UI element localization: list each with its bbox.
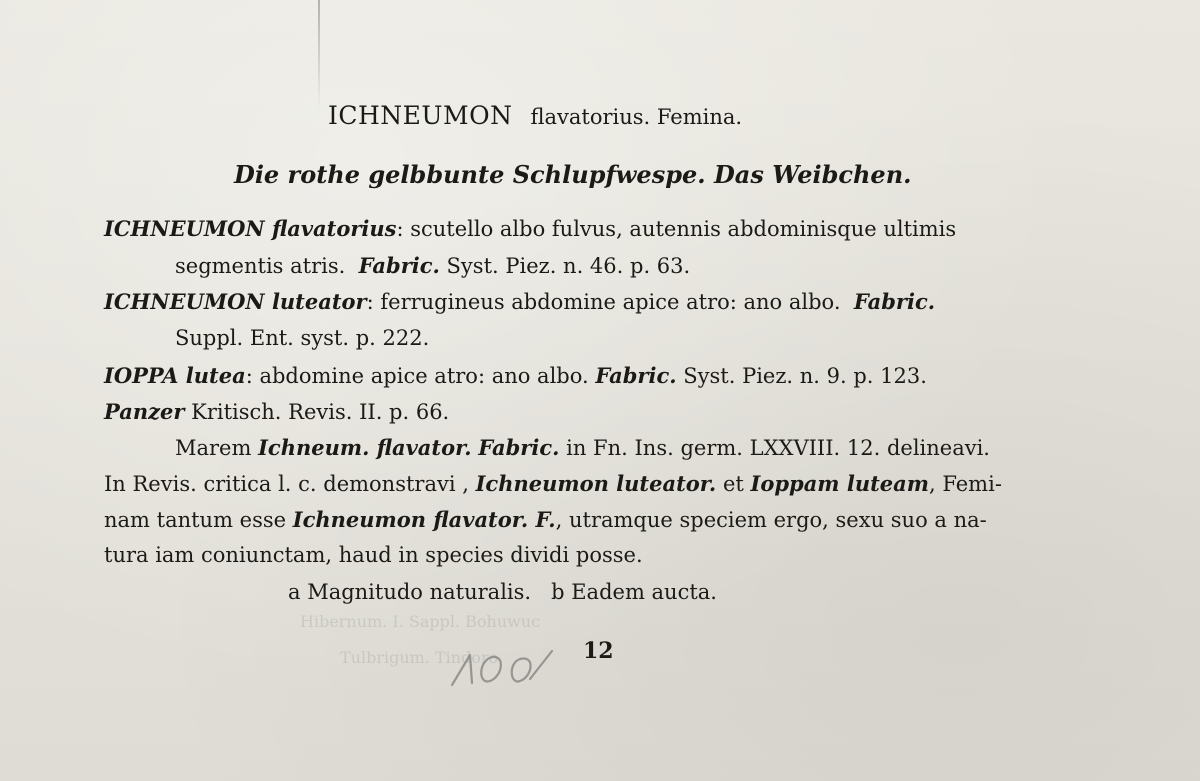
paragraph-text: nam tantum esse: [104, 508, 287, 532]
figure-caption: a Magnitudo naturalis. b Eadem aucta.: [288, 580, 717, 604]
title-genus: ICHNEUMON: [328, 101, 513, 130]
paragraph-line-1: [175, 437, 990, 459]
reference-author: Fabric.: [853, 289, 936, 314]
pencil-annotation: [448, 645, 558, 695]
synonym-entry-2-continued: Suppl. Ent. syst. p. 222.: [175, 326, 430, 350]
synonym-entry-1: [104, 218, 956, 240]
paragraph-line-4: tura iam coniunctam, haud in species dividi posse.: [104, 543, 643, 567]
paragraph-text: in Fn. Ins. germ. LXXVIII. 12. delineavi.: [566, 436, 990, 460]
paragraph-species-name: Ichneum. flavator.: [258, 435, 472, 460]
synonym-name: IOPPA lutea: [104, 363, 246, 388]
paragraph-text: et: [722, 472, 744, 496]
synonym-text: : scutello albo fulvus, autennis abdominisque ultimis: [396, 217, 957, 241]
paragraph-line-3: [104, 509, 987, 531]
synonym-name: ICHNEUMON luteator: [104, 289, 367, 314]
synonym-entry-3: [104, 365, 927, 387]
synonym-text: : abdomine apice atro: ano albo.: [245, 364, 589, 388]
reference-author: Fabric.: [358, 253, 440, 278]
paragraph-text: , utramque speciem ergo, sexu suo a na-: [555, 508, 987, 532]
paper-fold: [318, 0, 320, 110]
reference-author: Fabric.: [478, 435, 560, 460]
title-species: flavatorius. Femina.: [530, 105, 743, 129]
paragraph-line-2: [104, 473, 1002, 495]
synonym-text: : ferrugineus abdomine apice atro: ano albo.: [366, 290, 841, 314]
page-subtitle: Die rothe gelbbunte Schlupfwespe. Das Weibchen.: [234, 160, 912, 189]
paragraph-species-name: Ichneumon flavator. F.: [292, 507, 556, 532]
reference-text: Syst. Piez. n. 9. p. 123.: [683, 364, 927, 388]
synonym-entry-1-continued: [175, 255, 690, 277]
page-number: 12: [583, 638, 614, 664]
paragraph-species-name: Ioppam luteam: [750, 471, 929, 496]
page-title: [328, 103, 742, 128]
paragraph-text: In Revis. critica l. c. demonstravi ,: [104, 472, 469, 496]
synonym-entry-2: [104, 291, 935, 313]
paragraph-text: , Femi-: [928, 472, 1002, 496]
reference-text: Syst. Piez. n. 46. p. 63.: [446, 254, 691, 278]
reference-author: Panzer: [104, 399, 185, 424]
bleed-through-text: Hibernum. I. Sappl. Bohuwuc: [300, 612, 541, 631]
synonym-name: ICHNEUMON flavatorius: [104, 216, 397, 241]
synonym-entry-4: [104, 401, 449, 423]
synonym-text: segmentis atris.: [175, 254, 346, 278]
paragraph-species-name: Ichneumon luteator.: [475, 471, 717, 496]
reference-text: Kritisch. Revis. II. p. 66.: [191, 400, 450, 424]
reference-author: Fabric.: [595, 363, 677, 388]
bleed-through-text-2: Tulbrigum. Tindoro: [340, 648, 499, 667]
paragraph-text: Marem: [175, 436, 252, 460]
